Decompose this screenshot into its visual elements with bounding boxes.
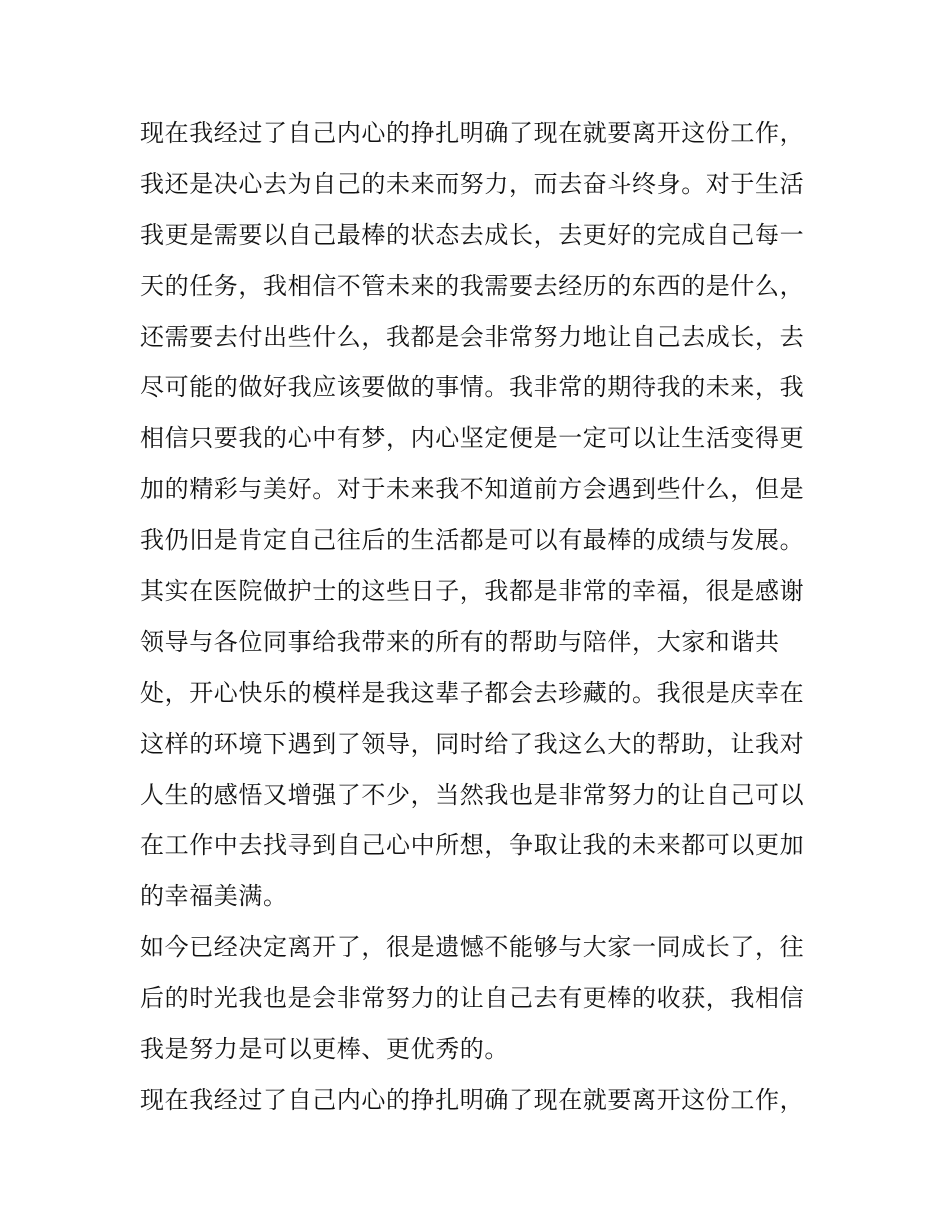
text-line: 我是努力是可以更棒、更优秀的。 <box>140 1035 509 1064</box>
text-line: 在工作中去找寻到自己心中所想，争取让我的未来都可以更加 <box>140 831 805 860</box>
text-line: 天的任务，我相信不管未来的我需要去经历的东西的是什么， <box>140 271 805 300</box>
text-line: 我更是需要以自己最棒的状态去成长，去更好的完成自己每一 <box>140 220 805 249</box>
text-line: 相信只要我的心中有梦，内心坚定便是一定可以让生活变得更 <box>140 424 805 453</box>
text-line: 处，开心快乐的模样是我这辈子都会去珍藏的。我很是庆幸在 <box>140 678 805 707</box>
text-line: 这样的环境下遇到了领导，同时给了我这么大的帮助，让我对 <box>140 729 805 758</box>
text-line: 的幸福美满。 <box>140 882 288 911</box>
text-line: 现在我经过了自己内心的挣扎明确了现在就要离开这份工作， <box>140 119 805 147</box>
text-line: 人生的感悟又增强了不少，当然我也是非常努力的让自己可以 <box>140 780 805 809</box>
text-line: 其实在医院做护士的这些日子，我都是非常的幸福，很是感谢 <box>140 577 805 606</box>
document-body <box>140 108 820 1126</box>
text-line: 领导与各位同事给我带来的所有的帮助与陪伴，大家和谐共 <box>140 627 780 656</box>
text-line: 尽可能的做好我应该要做的事情。我非常的期待我的未来，我 <box>140 373 805 402</box>
text-line: 加的精彩与美好。对于未来我不知道前方会遇到些什么，但是 <box>140 475 805 504</box>
text-line: 如今已经决定离开了，很是遗憾不能够与大家一同成长了，往 <box>140 933 805 962</box>
text-line: 我仍旧是肯定自己往后的生活都是可以有最棒的成绩与发展。 <box>140 526 805 555</box>
text-line: 现在我经过了自己内心的挣扎明确了现在就要离开这份工作， <box>140 1085 805 1114</box>
text-line: 我还是决心去为自己的未来而努力，而去奋斗终身。对于生活 <box>140 169 805 198</box>
text-line: 还需要去付出些什么，我都是会非常努力地让自己去成长，去 <box>140 322 805 351</box>
text-line: 后的时光我也是会非常努力的让自己去有更棒的收获，我相信 <box>140 984 805 1013</box>
